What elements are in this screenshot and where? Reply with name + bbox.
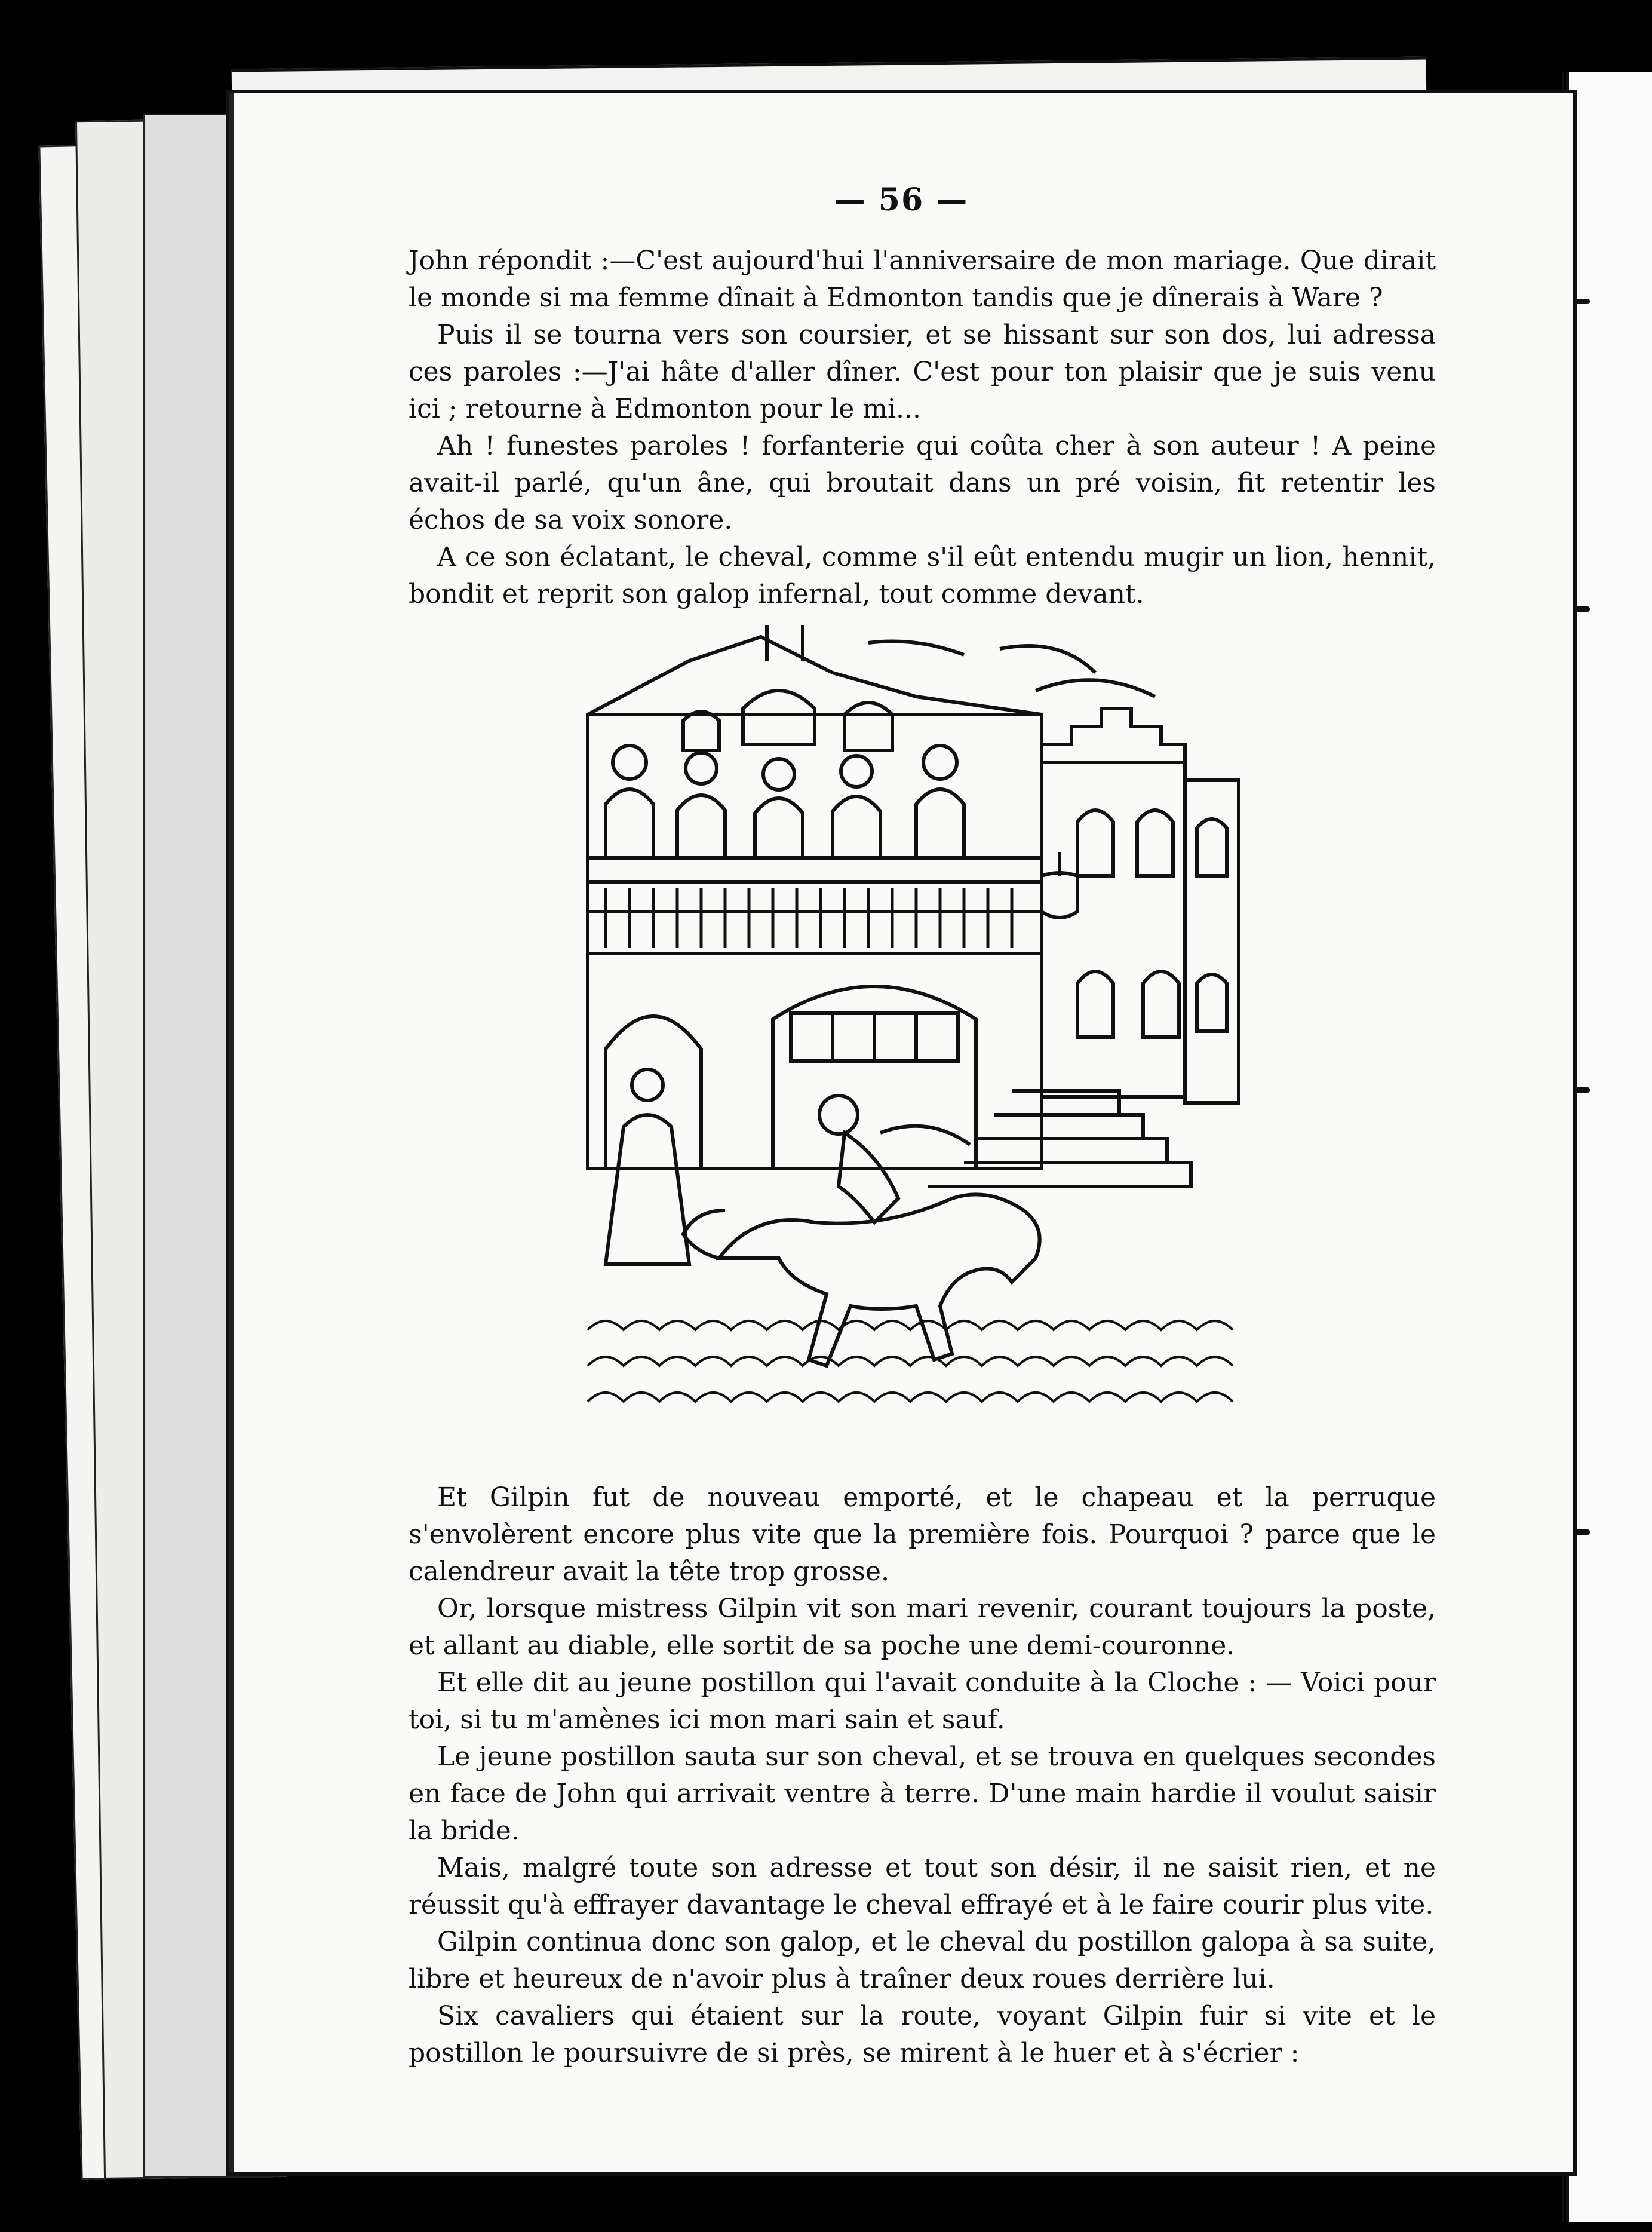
paragraph: Puis il se tourna vers son coursier, et se hissant sur son dos, lui adressa ces paroles :—J'ai hâte d'aller dîner. C'est pour ton plaisir que je suis venu ici ; retourne à Edmonton pour le mi... <box>409 320 1436 424</box>
book-page <box>226 90 1577 2176</box>
facing-page <box>1566 72 1652 2222</box>
page-number: — 56 — <box>834 182 969 218</box>
illustration-gilpin-gallop <box>582 625 1245 1431</box>
text-block-bottom <box>409 1479 1436 2072</box>
paragraph: John répondit :—C'est aujourd'hui l'anniversaire de mon mariage. Que dirait le monde si ma femme dînait à Edmonton tandis que je dînerais à Ware ? <box>409 246 1436 313</box>
paragraph: Ah ! funestes paroles ! forfanterie qui coûta cher à son auteur ! A peine avait-il parlé, qu'un âne, qui broutait dans un pré voisin, fit retentir les échos de sa voix sonore. <box>409 431 1436 535</box>
paragraph: Mais, malgré toute son adresse et tout son désir, il ne saisit rien, et ne réussit qu'à effrayer davantage le cheval effrayé et à le faire courir plus vite. <box>409 1853 1436 1920</box>
paragraph: Le jeune postillon sauta sur son cheval, et se trouva en quelques secondes en face de John qui arrivait ventre à terre. D'une main hardie il voulut saisir la bride. <box>409 1742 1436 1846</box>
paragraph: Et Gilpin fut de nouveau emporté, et le chapeau et la perruque s'envolèrent encore plus vite que la première fois. Pourquoi ? parce que le calendreur avait la tête trop grosse. <box>409 1482 1436 1587</box>
paragraph: Gilpin continua donc son galop, et le cheval du postillon galopa à sa suite, libre et heureux de n'avoir plus à traîner deux roues derrière lui. <box>409 1927 1436 1994</box>
text-block-top <box>409 243 1436 613</box>
paragraph: Et elle dit au jeune postillon qui l'avait conduite à la Cloche : — Voici pour toi, si tu m'amènes ici mon mari sain et sauf. <box>409 1667 1436 1735</box>
paragraph: Six cavaliers qui étaient sur la route, voyant Gilpin fuir si vite et le postillon le poursuivre de si près, se mirent à le huer et à s'écrier : <box>409 2001 1436 2068</box>
paragraph: A ce son éclatant, le cheval, comme s'il eût entendu mugir un lion, hennit, bondit et reprit son galop infernal, tout comme devant. <box>409 542 1436 609</box>
paragraph: Or, lorsque mistress Gilpin vit son mari revenir, courant toujours la poste, et allant au diable, elle sortit de sa poche une demi-couronne. <box>409 1593 1436 1661</box>
